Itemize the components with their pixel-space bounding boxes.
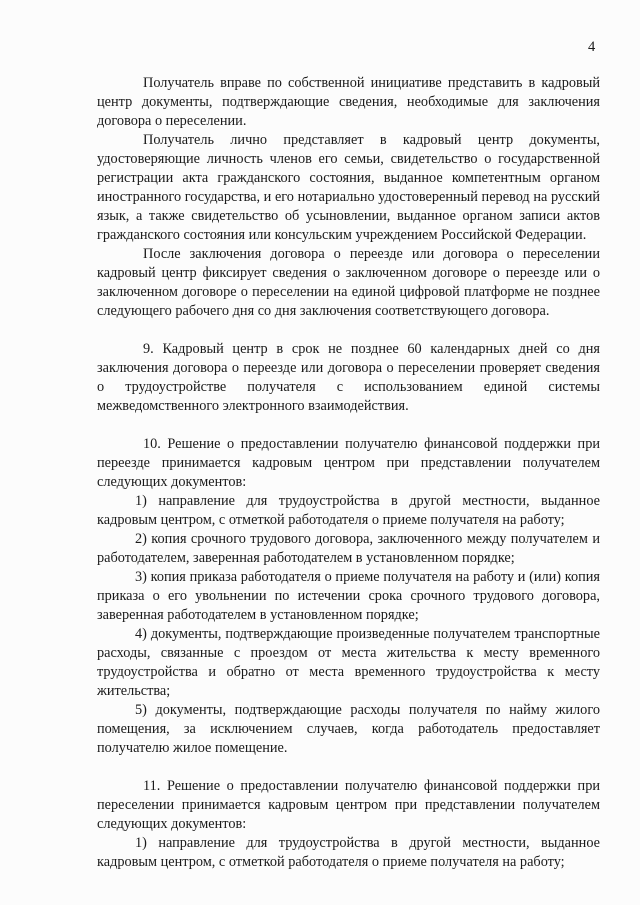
clause-10-item-4: 4) документы, подтверждающие произведенные получателем транспортные расходы, связанные с проездом от места жительства к месту временного трудоустройства и обратно от места временного трудоустройства к месту жительства; bbox=[97, 626, 600, 699]
clause-11-item-1: 1) направление для трудоустройства в другой местности, выданное кадровым центром, с отметкой работодателя о приеме получателя на работу; bbox=[97, 835, 600, 870]
clause-10: 10. Решение о предоставлении получателю финансовой поддержки при переезде принимается кадровым центром при представлении получателем следующих документов: bbox=[97, 436, 600, 490]
clause-10-item-5: 5) документы, подтверждающие расходы получателя по найму жилого помещения, за исключением случаев, когда работодатель предоставляет получателю жилое помещение. bbox=[97, 702, 600, 756]
paragraph-initiative: Получатель вправе по собственной инициативе представить в кадровый центр документы, подтверждающие сведения, необходимые для заключения договора о переселении. bbox=[97, 75, 600, 129]
clause-11: 11. Решение о предоставлении получателю финансовой поддержки при переселении принимается кадровым центром при представлении получателем следующих документов: bbox=[97, 778, 600, 832]
clause-9: 9. Кадровый центр в срок не позднее 60 календарных дней со дня заключения договора о переезде или договора о переселении проверяет сведения о трудоустройстве получателя с использованием единой системы межведомственного электронного взаимодействия. bbox=[97, 341, 600, 414]
clause-10-item-2: 2) копия срочного трудового договора, заключенного между получателем и работодателем, заверенная работодателем в установленном порядке; bbox=[97, 531, 600, 566]
document-body bbox=[97, 74, 600, 872]
paragraph-contract-registration: После заключения договора о переезде или договора о переселении кадровый центр фиксирует сведения о заключенном договоре о переезде или о заключенном договоре о переселении на единой цифровой платформе не позднее следующего рабочего дня со дня заключения соответствующего договора. bbox=[97, 246, 600, 319]
clause-10-item-3: 3) копия приказа работодателя о приеме получателя на работу и (или) копия приказа о его увольнении по истечении срока срочного трудового договора, заверенная работодателем в установленном порядке; bbox=[97, 569, 600, 623]
page-number: 4 bbox=[588, 39, 596, 55]
clause-10-item-1: 1) направление для трудоустройства в другой местности, выданное кадровым центром, с отметкой работодателя о приеме получателя на работу; bbox=[97, 493, 600, 528]
paragraph-personal-documents: Получатель лично представляет в кадровый центр документы, удостоверяющие личность членов его семьи, свидетельство о государственной регистрации акта гражданского состояния, выданное компетентным органом иностранного государства, и его нотариально удостоверенный перевод на русский язык, а также свидетельство об усыновлении, выданное органом записи актов гражданского состояния или консульским учреждением Российской Федерации. bbox=[97, 132, 600, 243]
